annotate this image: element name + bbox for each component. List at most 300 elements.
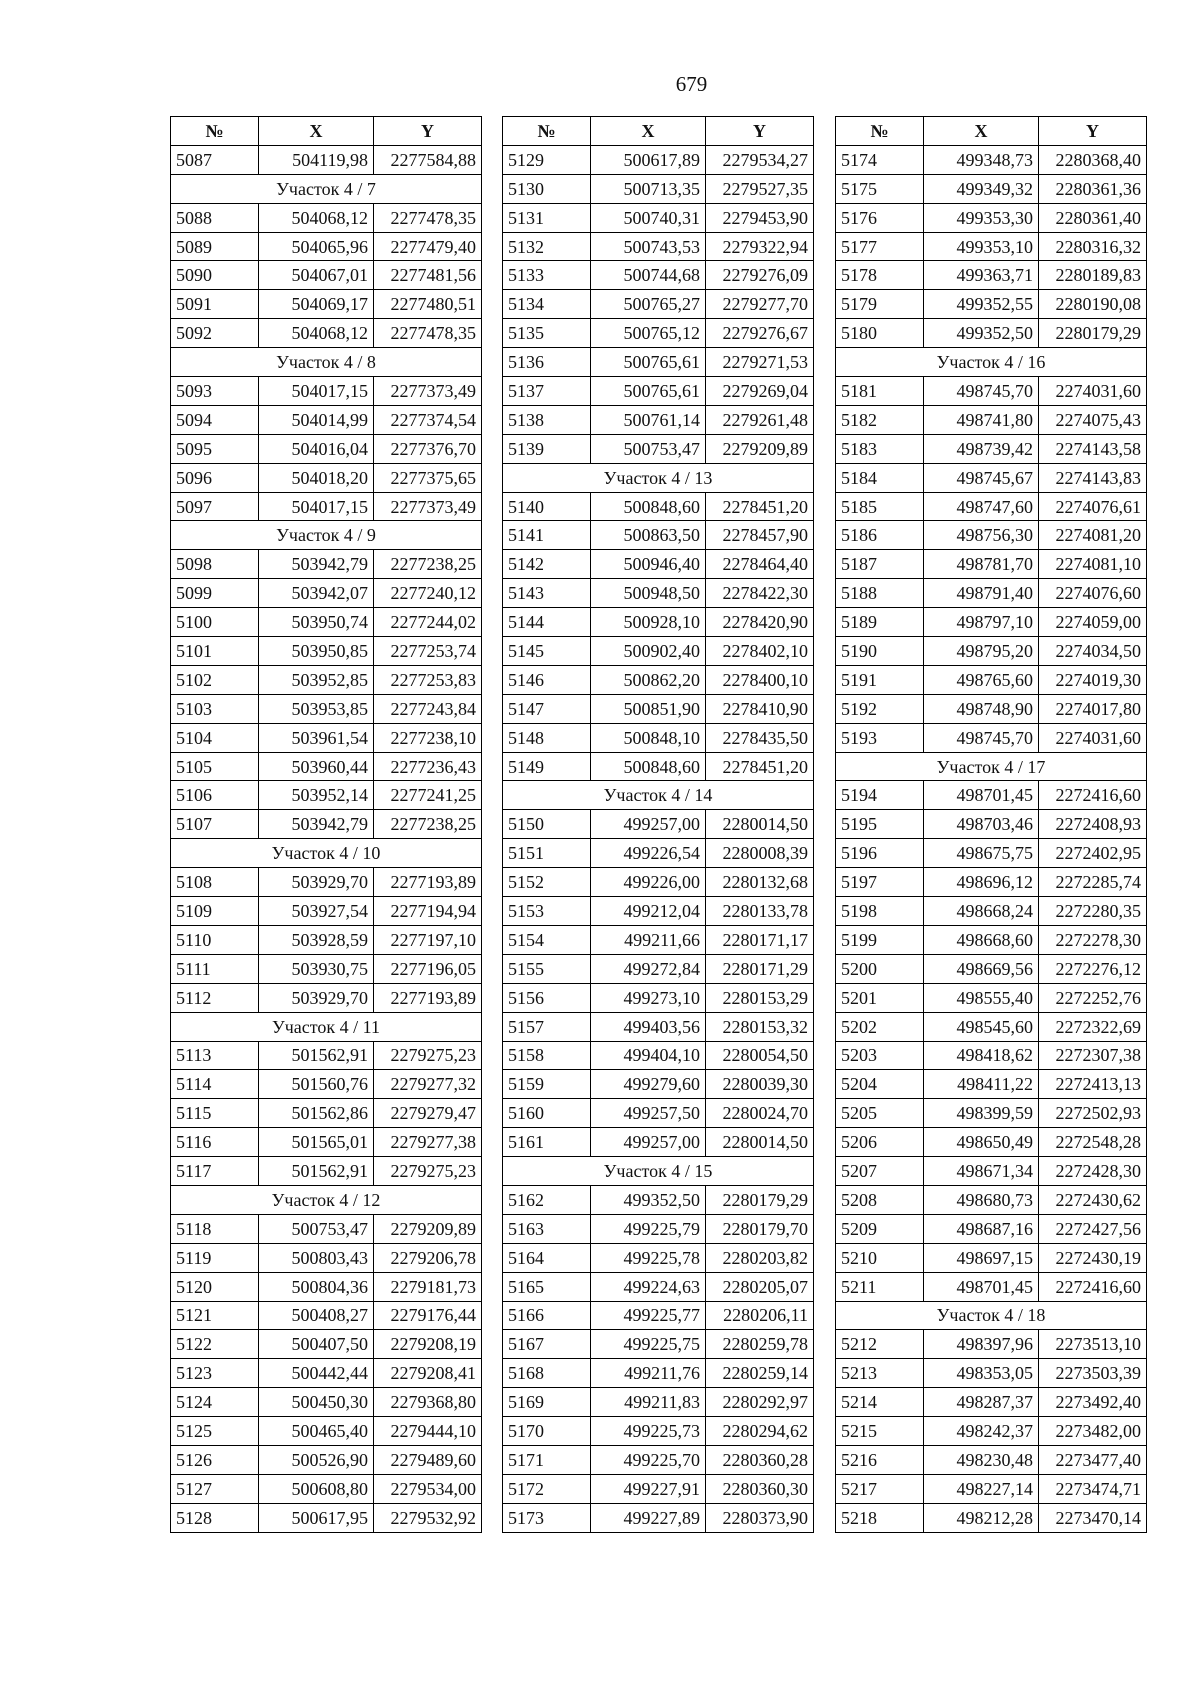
y-coordinate: 2272402,95 [1039,839,1147,868]
point-number: 5147 [503,694,591,723]
x-coordinate: 498701,45 [924,781,1039,810]
y-coordinate: 2278422,30 [706,579,814,608]
table-row [171,1417,482,1446]
x-coordinate: 498739,42 [924,434,1039,463]
point-number: 5215 [836,1417,924,1446]
point-number: 5172 [503,1474,591,1503]
table-row [503,868,814,897]
table-row [171,1503,482,1532]
y-coordinate: 2274075,43 [1039,405,1147,434]
y-coordinate: 2277375,65 [374,463,482,492]
table-row [836,463,1147,492]
y-coordinate: 2279209,89 [374,1214,482,1243]
x-coordinate: 498399,59 [924,1099,1039,1128]
table-row [171,781,482,810]
x-coordinate: 498680,73 [924,1185,1039,1214]
point-number: 5139 [503,434,591,463]
table-row [503,1243,814,1272]
point-number: 5102 [171,665,259,694]
y-coordinate: 2278420,90 [706,608,814,637]
table-row [836,290,1147,319]
y-coordinate: 2279206,78 [374,1243,482,1272]
table-row [171,145,482,174]
point-number: 5089 [171,232,259,261]
y-coordinate: 2277238,10 [374,723,482,752]
section-heading-row [503,781,814,810]
column-header-number: № [503,117,591,146]
x-coordinate: 499211,83 [591,1388,706,1417]
section-heading: Участок 4 / 11 [171,1012,482,1041]
y-coordinate: 2277478,35 [374,319,482,348]
y-coordinate: 2272428,30 [1039,1157,1147,1186]
y-coordinate: 2279279,47 [374,1099,482,1128]
x-coordinate: 503952,85 [259,665,374,694]
y-coordinate: 2280171,17 [706,925,814,954]
x-coordinate: 498741,80 [924,405,1039,434]
x-coordinate: 500948,50 [591,579,706,608]
table-row [836,1243,1147,1272]
y-coordinate: 2280203,82 [706,1243,814,1272]
x-coordinate: 500442,44 [259,1359,374,1388]
x-coordinate: 503942,07 [259,579,374,608]
y-coordinate: 2277373,49 [374,377,482,406]
point-number: 5164 [503,1243,591,1272]
y-coordinate: 2280179,29 [706,1185,814,1214]
y-coordinate: 2277479,40 [374,232,482,261]
x-coordinate: 500803,43 [259,1243,374,1272]
x-coordinate: 504018,20 [259,463,374,492]
y-coordinate: 2280360,28 [706,1445,814,1474]
point-number: 5108 [171,868,259,897]
section-heading-row [171,1012,482,1041]
point-number: 5161 [503,1128,591,1157]
x-coordinate: 498675,75 [924,839,1039,868]
point-number: 5123 [171,1359,259,1388]
x-coordinate: 499226,00 [591,868,706,897]
table-row [171,1272,482,1301]
x-coordinate: 500617,95 [259,1503,374,1532]
point-number: 5212 [836,1330,924,1359]
point-number: 5130 [503,174,591,203]
point-number: 5170 [503,1417,591,1446]
table-row [503,434,814,463]
table-row [503,752,814,781]
point-number: 5118 [171,1214,259,1243]
x-coordinate: 503942,79 [259,550,374,579]
point-number: 5101 [171,637,259,666]
column-header-number: № [171,117,259,146]
point-number: 5189 [836,608,924,637]
column-header-y: Y [1039,117,1147,146]
x-coordinate: 504014,99 [259,405,374,434]
x-coordinate: 498696,12 [924,868,1039,897]
point-number: 5142 [503,550,591,579]
y-coordinate: 2280189,83 [1039,261,1147,290]
x-coordinate: 499279,60 [591,1070,706,1099]
point-number: 5163 [503,1214,591,1243]
x-coordinate: 499225,77 [591,1301,706,1330]
table-row [503,1359,814,1388]
point-number: 5141 [503,521,591,550]
y-coordinate: 2280292,97 [706,1388,814,1417]
table-row [503,261,814,290]
section-heading: Участок 4 / 15 [503,1157,814,1186]
point-number: 5213 [836,1359,924,1388]
table-row [836,1330,1147,1359]
y-coordinate: 2272278,30 [1039,925,1147,954]
x-coordinate: 504016,04 [259,434,374,463]
table-row [836,665,1147,694]
x-coordinate: 499225,79 [591,1214,706,1243]
table-row [503,1474,814,1503]
point-number: 5217 [836,1474,924,1503]
y-coordinate: 2280259,14 [706,1359,814,1388]
y-coordinate: 2272413,13 [1039,1070,1147,1099]
y-coordinate: 2279453,90 [706,203,814,232]
y-coordinate: 2274059,00 [1039,608,1147,637]
y-coordinate: 2272285,74 [1039,868,1147,897]
y-coordinate: 2272252,76 [1039,983,1147,1012]
x-coordinate: 500753,47 [591,434,706,463]
table-row [503,492,814,521]
point-number: 5093 [171,377,259,406]
point-number: 5197 [836,868,924,897]
point-number: 5114 [171,1070,259,1099]
point-number: 5140 [503,492,591,521]
x-coordinate: 498212,28 [924,1503,1039,1532]
y-coordinate: 2277193,89 [374,868,482,897]
x-coordinate: 500608,80 [259,1474,374,1503]
y-coordinate: 2277478,35 [374,203,482,232]
table-row [836,434,1147,463]
x-coordinate: 498765,60 [924,665,1039,694]
table-row [836,839,1147,868]
table-row [171,1128,482,1157]
table-row [503,1503,814,1532]
table-row [171,1445,482,1474]
y-coordinate: 2277480,51 [374,290,482,319]
y-coordinate: 2280039,30 [706,1070,814,1099]
point-number: 5209 [836,1214,924,1243]
table-row [171,405,482,434]
x-coordinate: 499211,76 [591,1359,706,1388]
table-row [503,405,814,434]
point-number: 5113 [171,1041,259,1070]
point-number: 5162 [503,1185,591,1214]
y-coordinate: 2273503,39 [1039,1359,1147,1388]
y-coordinate: 2274076,60 [1039,579,1147,608]
y-coordinate: 2273477,40 [1039,1445,1147,1474]
x-coordinate: 503961,54 [259,723,374,752]
section-heading: Участок 4 / 14 [503,781,814,810]
point-number: 5115 [171,1099,259,1128]
table-row [171,1359,482,1388]
x-coordinate: 498650,49 [924,1128,1039,1157]
table-row [503,665,814,694]
table-row [836,723,1147,752]
table-row [836,983,1147,1012]
y-coordinate: 2273482,00 [1039,1417,1147,1446]
x-coordinate: 501562,86 [259,1099,374,1128]
section-heading: Участок 4 / 16 [836,348,1147,377]
table-row [171,492,482,521]
y-coordinate: 2273492,40 [1039,1388,1147,1417]
x-coordinate: 498745,70 [924,723,1039,752]
x-coordinate: 503929,70 [259,983,374,1012]
table-row [171,434,482,463]
point-number: 5190 [836,637,924,666]
table-row [503,1185,814,1214]
table-row [503,145,814,174]
table-row [836,1388,1147,1417]
x-coordinate: 498703,46 [924,810,1039,839]
y-coordinate: 2280205,07 [706,1272,814,1301]
point-number: 5117 [171,1157,259,1186]
x-coordinate: 500862,20 [591,665,706,694]
y-coordinate: 2279534,27 [706,145,814,174]
point-number: 5090 [171,261,259,290]
point-number: 5193 [836,723,924,752]
x-coordinate: 500848,60 [591,752,706,781]
x-coordinate: 500713,35 [591,174,706,203]
point-number: 5211 [836,1272,924,1301]
x-coordinate: 498668,60 [924,925,1039,954]
table-row [171,723,482,752]
y-coordinate: 2279208,19 [374,1330,482,1359]
x-coordinate: 499272,84 [591,954,706,983]
y-coordinate: 2280153,29 [706,983,814,1012]
x-coordinate: 498756,30 [924,521,1039,550]
y-coordinate: 2280294,62 [706,1417,814,1446]
x-coordinate: 504067,01 [259,261,374,290]
point-number: 5119 [171,1243,259,1272]
table-row [836,897,1147,926]
table-row [503,348,814,377]
table-row [503,1128,814,1157]
x-coordinate: 499211,66 [591,925,706,954]
x-coordinate: 498242,37 [924,1417,1039,1446]
table-row [836,1417,1147,1446]
x-coordinate: 498418,62 [924,1041,1039,1070]
x-coordinate: 500902,40 [591,637,706,666]
point-number: 5087 [171,145,259,174]
x-coordinate: 498668,24 [924,897,1039,926]
section-heading: Участок 4 / 8 [171,348,482,377]
x-coordinate: 499404,10 [591,1041,706,1070]
point-number: 5116 [171,1128,259,1157]
table-row [171,203,482,232]
point-number: 5153 [503,897,591,926]
x-coordinate: 500408,27 [259,1301,374,1330]
point-number: 5125 [171,1417,259,1446]
table-row [836,377,1147,406]
coordinates-table-2 [502,116,814,1533]
y-coordinate: 2280316,32 [1039,232,1147,261]
point-number: 5174 [836,145,924,174]
y-coordinate: 2272408,93 [1039,810,1147,839]
x-coordinate: 499225,70 [591,1445,706,1474]
point-number: 5144 [503,608,591,637]
point-number: 5092 [171,319,259,348]
point-number: 5184 [836,463,924,492]
page-number: 679 [675,72,708,96]
x-coordinate: 499226,54 [591,839,706,868]
x-coordinate: 500851,90 [591,694,706,723]
point-number: 5207 [836,1157,924,1186]
y-coordinate: 2280008,39 [706,839,814,868]
table-row [171,1243,482,1272]
x-coordinate: 504017,15 [259,377,374,406]
y-coordinate: 2277241,25 [374,781,482,810]
x-coordinate: 500740,31 [591,203,706,232]
y-coordinate: 2277244,02 [374,608,482,637]
point-number: 5096 [171,463,259,492]
y-coordinate: 2277253,74 [374,637,482,666]
y-coordinate: 2278410,90 [706,694,814,723]
y-coordinate: 2272502,93 [1039,1099,1147,1128]
table-row [503,203,814,232]
point-number: 5136 [503,348,591,377]
y-coordinate: 2280014,50 [706,1128,814,1157]
point-number: 5109 [171,897,259,926]
y-coordinate: 2279532,92 [374,1503,482,1532]
table-row [836,1272,1147,1301]
table-row [171,261,482,290]
point-number: 5188 [836,579,924,608]
x-coordinate: 499225,78 [591,1243,706,1272]
table-row [171,1041,482,1070]
table-row [171,579,482,608]
table-row [503,1272,814,1301]
section-heading-row [836,752,1147,781]
y-coordinate: 2280373,90 [706,1503,814,1532]
point-number: 5088 [171,203,259,232]
table-row [836,868,1147,897]
point-number: 5155 [503,954,591,983]
table-row [503,637,814,666]
x-coordinate: 498791,40 [924,579,1039,608]
x-coordinate: 498669,56 [924,954,1039,983]
y-coordinate: 2280360,30 [706,1474,814,1503]
table-row [503,579,814,608]
table-row [836,261,1147,290]
y-coordinate: 2272427,56 [1039,1214,1147,1243]
point-number: 5166 [503,1301,591,1330]
section-heading: Участок 4 / 13 [503,463,814,492]
point-number: 5191 [836,665,924,694]
y-coordinate: 2274034,50 [1039,637,1147,666]
point-number: 5134 [503,290,591,319]
x-coordinate: 498287,37 [924,1388,1039,1417]
table-header-row [836,117,1147,146]
y-coordinate: 2279208,41 [374,1359,482,1388]
y-coordinate: 2272322,69 [1039,1012,1147,1041]
table-row [836,1359,1147,1388]
point-number: 5176 [836,203,924,232]
section-heading-row [171,521,482,550]
y-coordinate: 2277240,12 [374,579,482,608]
y-coordinate: 2278402,10 [706,637,814,666]
table-row [836,203,1147,232]
point-number: 5110 [171,925,259,954]
point-number: 5100 [171,608,259,637]
point-number: 5173 [503,1503,591,1532]
x-coordinate: 499353,30 [924,203,1039,232]
x-coordinate: 500753,47 [259,1214,374,1243]
x-coordinate: 504068,12 [259,319,374,348]
x-coordinate: 500765,61 [591,348,706,377]
y-coordinate: 2277236,43 [374,752,482,781]
point-number: 5138 [503,405,591,434]
point-number: 5148 [503,723,591,752]
section-heading-row [503,1157,814,1186]
point-number: 5171 [503,1445,591,1474]
y-coordinate: 2277238,25 [374,810,482,839]
point-number: 5196 [836,839,924,868]
point-number: 5156 [503,983,591,1012]
section-heading-row [171,839,482,868]
coordinates-table-1 [170,116,482,1533]
y-coordinate: 2277376,70 [374,434,482,463]
table-row [503,1301,814,1330]
section-heading: Участок 4 / 18 [836,1301,1147,1330]
x-coordinate: 503950,85 [259,637,374,666]
point-number: 5168 [503,1359,591,1388]
x-coordinate: 500526,90 [259,1445,374,1474]
table-row [836,810,1147,839]
point-number: 5095 [171,434,259,463]
table-row [836,1503,1147,1532]
y-coordinate: 2280014,50 [706,810,814,839]
y-coordinate: 2279271,53 [706,348,814,377]
x-coordinate: 504119,98 [259,145,374,174]
x-coordinate: 500804,36 [259,1272,374,1301]
column-header-y: Y [706,117,814,146]
x-coordinate: 498555,40 [924,983,1039,1012]
table-row [836,1157,1147,1186]
y-coordinate: 2277197,10 [374,925,482,954]
x-coordinate: 498697,15 [924,1243,1039,1272]
y-coordinate: 2279444,10 [374,1417,482,1446]
y-coordinate: 2279276,67 [706,319,814,348]
y-coordinate: 2279276,09 [706,261,814,290]
point-number: 5204 [836,1070,924,1099]
table-row [503,1330,814,1359]
x-coordinate: 499349,32 [924,174,1039,203]
point-number: 5177 [836,232,924,261]
y-coordinate: 2280259,78 [706,1330,814,1359]
y-coordinate: 2273470,14 [1039,1503,1147,1532]
x-coordinate: 499363,71 [924,261,1039,290]
point-number: 5214 [836,1388,924,1417]
table-row [503,694,814,723]
table-row [503,1070,814,1099]
point-number: 5094 [171,405,259,434]
y-coordinate: 2272548,28 [1039,1128,1147,1157]
y-coordinate: 2272276,12 [1039,954,1147,983]
x-coordinate: 500617,89 [591,145,706,174]
x-coordinate: 499348,73 [924,145,1039,174]
x-coordinate: 500743,53 [591,232,706,261]
point-number: 5194 [836,781,924,810]
point-number: 5169 [503,1388,591,1417]
table-row [171,983,482,1012]
table-row [171,868,482,897]
y-coordinate: 2279368,80 [374,1388,482,1417]
point-number: 5192 [836,694,924,723]
table-row [171,463,482,492]
point-number: 5205 [836,1099,924,1128]
